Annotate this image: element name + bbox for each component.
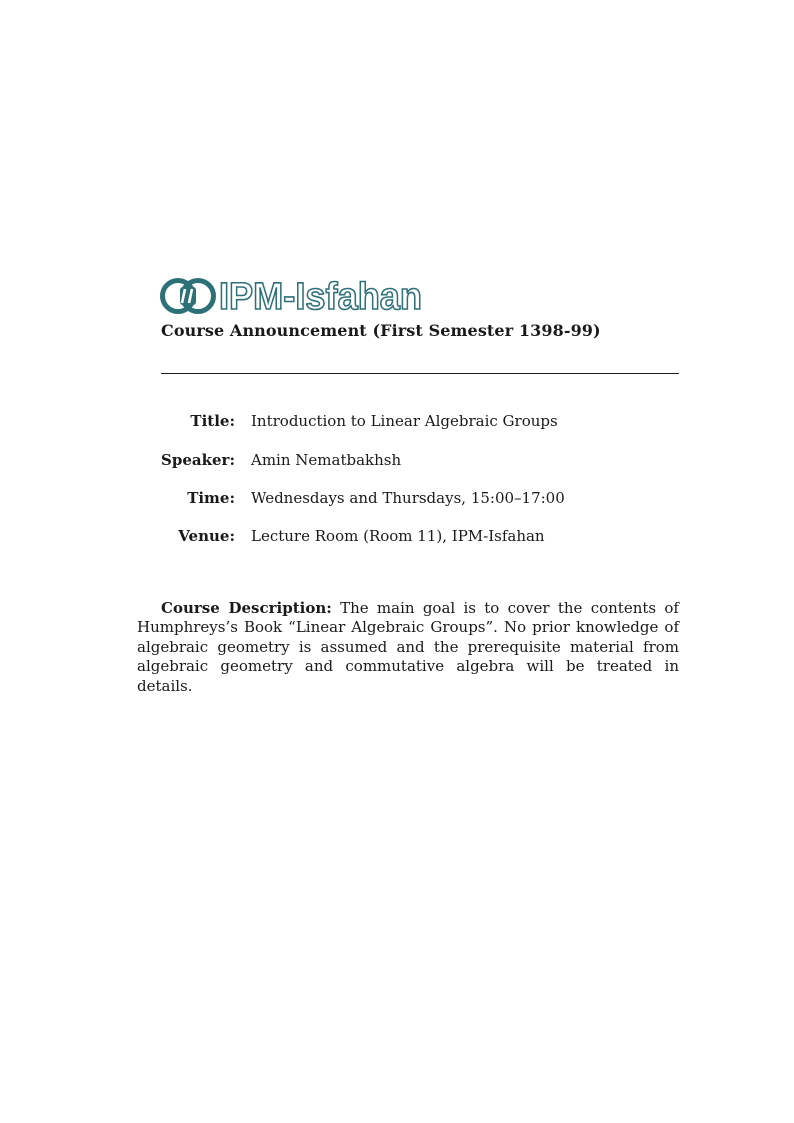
horizontal-rule: [161, 373, 679, 374]
info-row-time: [0, 489, 794, 511]
title-label: Title:: [190, 412, 235, 430]
info-row-title: [0, 412, 794, 434]
course-announcement-heading: Course Announcement (First Semester 1398-99): [161, 321, 601, 340]
ipm-logo-icon: [160, 278, 216, 314]
speaker-value: Amin Nematbakhsh: [251, 451, 402, 469]
logo-wordmark-text: IPM-Isfahan: [219, 278, 422, 314]
title-value: Introduction to Linear Algebraic Groups: [251, 412, 558, 430]
course-description: [137, 599, 679, 696]
ipm-isfahan-logo: [160, 278, 422, 314]
course-description-text: The main goal is to cover the contents of Humphreys’s Book “Linear Algebraic Groups”. No prior knowledge of algebraic geometry is assumed and the prerequisite material from algebraic geometry and commutative algebra will be treated in details.: [137, 599, 679, 695]
time-value: Wednesdays and Thursdays, 15:00–17:00: [251, 489, 565, 507]
course-description-label: Course Description:: [161, 599, 332, 617]
venue-label: Venue:: [178, 527, 235, 545]
info-row-speaker: [0, 451, 794, 473]
ipm-isfahan-wordmark: [219, 278, 422, 314]
speaker-label: Speaker:: [161, 451, 235, 469]
time-label: Time:: [187, 489, 235, 507]
info-row-venue: [0, 527, 794, 549]
venue-value: Lecture Room (Room 11), IPM-Isfahan: [251, 527, 545, 545]
